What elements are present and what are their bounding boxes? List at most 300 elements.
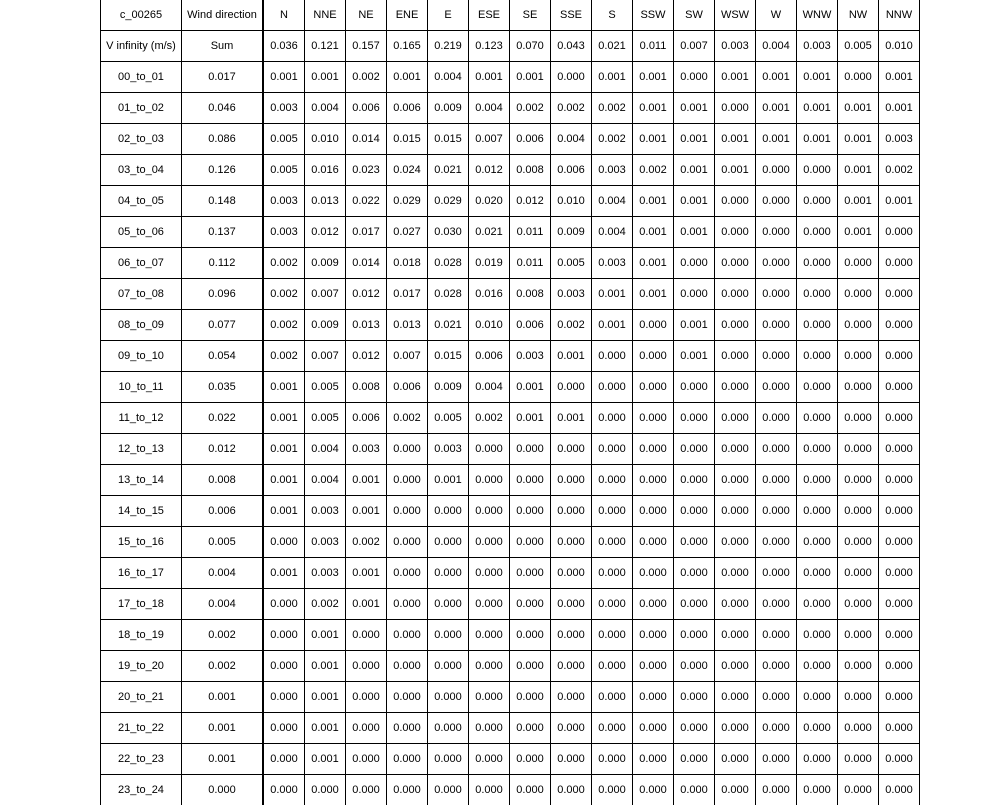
frequency-cell: 0.000 [715,279,756,310]
frequency-cell: 0.004 [305,434,346,465]
frequency-cell: 0.008 [346,372,387,403]
speed-bin-label: 23_to_24 [101,775,182,805]
frequency-cell: 0.000 [797,186,838,217]
frequency-cell: 0.003 [305,527,346,558]
direction-sum-cell: 0.070 [510,31,551,62]
frequency-cell: 0.001 [592,62,633,93]
frequency-cell: 0.000 [592,496,633,527]
frequency-cell: 0.001 [263,403,305,434]
speed-bin-label: 04_to_05 [101,186,182,217]
speed-bin-label: 16_to_17 [101,558,182,589]
frequency-cell: 0.000 [879,341,920,372]
direction-header: ENE [387,0,428,31]
frequency-cell: 0.000 [428,496,469,527]
frequency-cell: 0.000 [592,403,633,434]
frequency-cell: 0.001 [633,279,674,310]
frequency-cell: 0.002 [263,341,305,372]
frequency-cell: 0.000 [879,310,920,341]
frequency-cell: 0.010 [469,310,510,341]
frequency-cell: 0.001 [551,341,592,372]
frequency-cell: 0.001 [674,93,715,124]
frequency-cell: 0.001 [838,93,879,124]
direction-sum-cell: 0.036 [263,31,305,62]
frequency-cell: 0.011 [510,248,551,279]
wind-frequency-table [100,0,920,805]
frequency-cell: 0.000 [797,713,838,744]
frequency-cell: 0.021 [469,217,510,248]
frequency-cell: 0.000 [797,651,838,682]
frequency-cell: 0.000 [510,744,551,775]
frequency-cell: 0.000 [756,496,797,527]
frequency-cell: 0.000 [428,713,469,744]
frequency-cell: 0.000 [715,217,756,248]
frequency-cell: 0.001 [797,93,838,124]
frequency-cell: 0.004 [469,372,510,403]
frequency-cell: 0.001 [428,465,469,496]
row-sum-cell: 0.035 [182,372,264,403]
frequency-cell: 0.023 [346,155,387,186]
frequency-cell: 0.000 [387,744,428,775]
row-sum-cell: 0.096 [182,279,264,310]
frequency-cell: 0.000 [428,558,469,589]
frequency-cell: 0.003 [428,434,469,465]
frequency-cell: 0.009 [305,248,346,279]
frequency-cell: 0.000 [797,217,838,248]
direction-header: E [428,0,469,31]
frequency-cell: 0.009 [428,93,469,124]
frequency-cell: 0.000 [715,620,756,651]
frequency-cell: 0.000 [838,465,879,496]
speed-bin-label: 03_to_04 [101,155,182,186]
frequency-cell: 0.000 [838,744,879,775]
frequency-cell: 0.028 [428,248,469,279]
frequency-cell: 0.000 [633,775,674,805]
frequency-cell: 0.000 [592,682,633,713]
frequency-cell: 0.000 [387,558,428,589]
frequency-cell: 0.015 [387,124,428,155]
frequency-cell: 0.005 [428,403,469,434]
table-row [101,651,920,682]
frequency-cell: 0.002 [551,93,592,124]
frequency-cell: 0.000 [469,713,510,744]
frequency-cell: 0.018 [387,248,428,279]
row-sum-cell: 0.002 [182,651,264,682]
frequency-cell: 0.000 [592,527,633,558]
frequency-cell: 0.001 [879,186,920,217]
frequency-cell: 0.001 [838,186,879,217]
frequency-cell: 0.000 [551,434,592,465]
table-row [101,341,920,372]
table-row [101,93,920,124]
row-sum-cell: 0.005 [182,527,264,558]
frequency-cell: 0.002 [263,248,305,279]
frequency-cell: 0.000 [592,341,633,372]
frequency-cell: 0.000 [838,558,879,589]
frequency-cell: 0.003 [305,558,346,589]
frequency-cell: 0.000 [797,775,838,805]
frequency-cell: 0.001 [756,62,797,93]
frequency-cell: 0.002 [592,124,633,155]
frequency-cell: 0.001 [838,155,879,186]
frequency-cell: 0.001 [838,217,879,248]
frequency-cell: 0.000 [592,651,633,682]
frequency-cell: 0.007 [387,341,428,372]
frequency-cell: 0.000 [510,434,551,465]
frequency-cell: 0.000 [838,651,879,682]
frequency-cell: 0.010 [305,124,346,155]
frequency-cell: 0.000 [633,713,674,744]
frequency-cell: 0.000 [797,558,838,589]
frequency-cell: 0.002 [263,310,305,341]
frequency-cell: 0.000 [879,279,920,310]
frequency-cell: 0.000 [633,465,674,496]
direction-header: ESE [469,0,510,31]
frequency-cell: 0.000 [633,434,674,465]
frequency-cell: 0.000 [715,713,756,744]
frequency-cell: 0.003 [592,155,633,186]
frequency-cell: 0.000 [551,465,592,496]
frequency-cell: 0.000 [510,589,551,620]
frequency-cell: 0.000 [428,744,469,775]
frequency-cell: 0.000 [879,465,920,496]
frequency-cell: 0.005 [305,372,346,403]
frequency-cell: 0.000 [715,93,756,124]
frequency-cell: 0.008 [510,279,551,310]
table-row [101,186,920,217]
speed-bin-label: 05_to_06 [101,217,182,248]
frequency-cell: 0.000 [263,620,305,651]
speed-bin-label: 10_to_11 [101,372,182,403]
row-sum-cell: 0.054 [182,341,264,372]
frequency-cell: 0.006 [346,93,387,124]
frequency-cell: 0.006 [510,124,551,155]
direction-header: NNE [305,0,346,31]
frequency-cell: 0.000 [633,744,674,775]
table-row [101,558,920,589]
frequency-cell: 0.000 [633,310,674,341]
frequency-cell: 0.000 [592,775,633,805]
frequency-cell: 0.001 [633,217,674,248]
frequency-cell: 0.000 [469,589,510,620]
frequency-cell: 0.000 [510,465,551,496]
frequency-cell: 0.000 [510,496,551,527]
frequency-cell: 0.006 [469,341,510,372]
frequency-cell: 0.000 [469,775,510,805]
frequency-cell: 0.001 [469,62,510,93]
frequency-cell: 0.007 [305,341,346,372]
frequency-cell: 0.001 [674,341,715,372]
frequency-cell: 0.004 [592,217,633,248]
frequency-cell: 0.000 [838,589,879,620]
frequency-cell: 0.000 [756,682,797,713]
direction-sum-cell: 0.007 [674,31,715,62]
frequency-cell: 0.000 [756,155,797,186]
frequency-cell: 0.000 [715,651,756,682]
frequency-cell: 0.001 [510,403,551,434]
frequency-cell: 0.000 [756,744,797,775]
frequency-cell: 0.000 [756,651,797,682]
frequency-cell: 0.013 [387,310,428,341]
frequency-cell: 0.007 [469,124,510,155]
frequency-cell: 0.000 [469,620,510,651]
frequency-cell: 0.030 [428,217,469,248]
frequency-cell: 0.000 [674,620,715,651]
frequency-cell: 0.000 [838,775,879,805]
frequency-cell: 0.000 [469,744,510,775]
frequency-cell: 0.000 [838,341,879,372]
frequency-cell: 0.000 [879,217,920,248]
frequency-cell: 0.000 [838,403,879,434]
frequency-cell: 0.000 [551,713,592,744]
frequency-cell: 0.000 [469,434,510,465]
frequency-cell: 0.000 [797,744,838,775]
frequency-cell: 0.000 [879,496,920,527]
direction-sum-cell: 0.043 [551,31,592,62]
frequency-cell: 0.000 [551,527,592,558]
table-row [101,124,920,155]
row-sum-cell: 0.006 [182,496,264,527]
frequency-cell: 0.000 [715,248,756,279]
speed-bin-label: 06_to_07 [101,248,182,279]
frequency-cell: 0.002 [387,403,428,434]
speed-bin-label: 22_to_23 [101,744,182,775]
direction-sum-cell: 0.011 [633,31,674,62]
frequency-cell: 0.000 [797,589,838,620]
frequency-cell: 0.000 [756,465,797,496]
frequency-cell: 0.000 [756,527,797,558]
frequency-cell: 0.029 [387,186,428,217]
row-sum-cell: 0.012 [182,434,264,465]
frequency-cell: 0.000 [879,651,920,682]
frequency-cell: 0.000 [715,341,756,372]
frequency-cell: 0.000 [510,775,551,805]
frequency-cell: 0.005 [305,403,346,434]
frequency-cell: 0.000 [674,775,715,805]
frequency-cell: 0.002 [510,93,551,124]
frequency-cell: 0.000 [346,775,387,805]
frequency-cell: 0.000 [838,279,879,310]
frequency-cell: 0.000 [510,682,551,713]
frequency-cell: 0.000 [633,496,674,527]
frequency-cell: 0.000 [469,651,510,682]
frequency-cell: 0.016 [305,155,346,186]
frequency-cell: 0.003 [263,186,305,217]
frequency-cell: 0.000 [879,775,920,805]
direction-header: SSE [551,0,592,31]
frequency-cell: 0.000 [387,496,428,527]
speed-bin-label: 01_to_02 [101,93,182,124]
speed-bin-label: 02_to_03 [101,124,182,155]
direction-header: SSW [633,0,674,31]
frequency-cell: 0.002 [346,62,387,93]
frequency-cell: 0.000 [756,713,797,744]
frequency-cell: 0.012 [305,217,346,248]
row-sum-cell: 0.077 [182,310,264,341]
frequency-cell: 0.000 [428,589,469,620]
frequency-cell: 0.000 [838,434,879,465]
frequency-cell: 0.001 [263,434,305,465]
row-sum-cell: 0.022 [182,403,264,434]
frequency-cell: 0.000 [674,558,715,589]
frequency-cell: 0.001 [263,558,305,589]
frequency-cell: 0.000 [715,775,756,805]
frequency-cell: 0.000 [879,372,920,403]
direction-sum-cell: 0.021 [592,31,633,62]
frequency-cell: 0.000 [263,775,305,805]
direction-sum-cell: 0.165 [387,31,428,62]
frequency-cell: 0.000 [633,651,674,682]
direction-header: SW [674,0,715,31]
frequency-cell: 0.000 [797,155,838,186]
table-row [101,372,920,403]
direction-sum-cell: 0.003 [797,31,838,62]
frequency-cell: 0.000 [346,682,387,713]
frequency-cell: 0.000 [674,713,715,744]
frequency-cell: 0.000 [756,434,797,465]
frequency-cell: 0.000 [756,403,797,434]
direction-header: SE [510,0,551,31]
row-sum-cell: 0.002 [182,620,264,651]
row-sum-cell: 0.004 [182,558,264,589]
frequency-cell: 0.000 [551,496,592,527]
speed-bin-label: 07_to_08 [101,279,182,310]
frequency-cell: 0.000 [469,527,510,558]
frequency-cell: 0.003 [551,279,592,310]
frequency-cell: 0.000 [838,248,879,279]
frequency-cell: 0.006 [510,310,551,341]
frequency-cell: 0.000 [756,248,797,279]
frequency-cell: 0.000 [263,682,305,713]
frequency-cell: 0.000 [797,620,838,651]
frequency-cell: 0.001 [633,248,674,279]
row-sum-cell: 0.137 [182,217,264,248]
frequency-cell: 0.015 [428,124,469,155]
table-row [101,589,920,620]
frequency-cell: 0.000 [551,372,592,403]
speed-bin-label: 20_to_21 [101,682,182,713]
frequency-cell: 0.001 [879,62,920,93]
speed-bin-label: 21_to_22 [101,713,182,744]
direction-sum-cell: 0.003 [715,31,756,62]
frequency-cell: 0.002 [879,155,920,186]
frequency-cell: 0.000 [879,682,920,713]
direction-sum-cell: 0.219 [428,31,469,62]
frequency-cell: 0.001 [263,465,305,496]
frequency-cell: 0.008 [510,155,551,186]
direction-header: WNW [797,0,838,31]
table-row [101,775,920,805]
frequency-cell: 0.001 [305,682,346,713]
frequency-cell: 0.001 [674,186,715,217]
frequency-cell: 0.006 [387,372,428,403]
frequency-cell: 0.000 [592,372,633,403]
direction-header: NNW [879,0,920,31]
frequency-cell: 0.001 [592,279,633,310]
frequency-cell: 0.001 [263,496,305,527]
frequency-cell: 0.001 [756,93,797,124]
speed-bin-label: 19_to_20 [101,651,182,682]
frequency-cell: 0.000 [715,589,756,620]
row-sum-cell: 0.086 [182,124,264,155]
frequency-cell: 0.017 [346,217,387,248]
row-sum-cell: 0.046 [182,93,264,124]
frequency-cell: 0.001 [387,62,428,93]
frequency-cell: 0.001 [715,124,756,155]
frequency-cell: 0.000 [428,620,469,651]
frequency-cell: 0.027 [387,217,428,248]
row-sum-cell: 0.112 [182,248,264,279]
frequency-cell: 0.000 [797,496,838,527]
frequency-cell: 0.000 [305,775,346,805]
frequency-cell: 0.003 [592,248,633,279]
frequency-cell: 0.000 [674,589,715,620]
frequency-cell: 0.001 [879,93,920,124]
direction-header: NE [346,0,387,31]
direction-sum-cell: 0.121 [305,31,346,62]
frequency-cell: 0.002 [633,155,674,186]
speed-bin-label: 11_to_12 [101,403,182,434]
frequency-cell: 0.001 [674,155,715,186]
frequency-cell: 0.000 [756,310,797,341]
frequency-cell: 0.000 [592,465,633,496]
speed-bin-label: 17_to_18 [101,589,182,620]
direction-sum-cell: 0.005 [838,31,879,62]
row-sum-cell: 0.008 [182,465,264,496]
speed-bin-label: 14_to_15 [101,496,182,527]
row-sum-cell: 0.126 [182,155,264,186]
frequency-cell: 0.000 [797,310,838,341]
frequency-cell: 0.000 [387,434,428,465]
frequency-cell: 0.001 [510,372,551,403]
frequency-cell: 0.004 [305,93,346,124]
frequency-cell: 0.000 [715,558,756,589]
frequency-cell: 0.000 [633,620,674,651]
direction-sum-row [101,31,920,62]
frequency-cell: 0.000 [592,620,633,651]
table-row [101,744,920,775]
frequency-cell: 0.002 [305,589,346,620]
frequency-cell: 0.000 [346,620,387,651]
frequency-cell: 0.000 [674,434,715,465]
row-sum-cell: 0.001 [182,682,264,713]
frequency-cell: 0.017 [387,279,428,310]
row-sum-cell: 0.017 [182,62,264,93]
frequency-cell: 0.012 [469,155,510,186]
frequency-cell: 0.013 [346,310,387,341]
table-row [101,279,920,310]
frequency-cell: 0.011 [510,217,551,248]
frequency-cell: 0.001 [633,93,674,124]
frequency-cell: 0.003 [879,124,920,155]
frequency-cell: 0.000 [838,62,879,93]
sum-label: Sum [182,31,264,62]
frequency-cell: 0.006 [387,93,428,124]
frequency-cell: 0.005 [263,155,305,186]
frequency-cell: 0.000 [838,620,879,651]
frequency-cell: 0.003 [346,434,387,465]
frequency-cell: 0.000 [263,527,305,558]
frequency-cell: 0.000 [879,620,920,651]
frequency-cell: 0.000 [633,341,674,372]
frequency-cell: 0.000 [346,651,387,682]
frequency-cell: 0.029 [428,186,469,217]
frequency-cell: 0.000 [797,248,838,279]
frequency-cell: 0.001 [674,217,715,248]
frequency-cell: 0.000 [551,558,592,589]
frequency-cell: 0.000 [756,372,797,403]
frequency-cell: 0.000 [263,713,305,744]
frequency-cell: 0.000 [838,713,879,744]
